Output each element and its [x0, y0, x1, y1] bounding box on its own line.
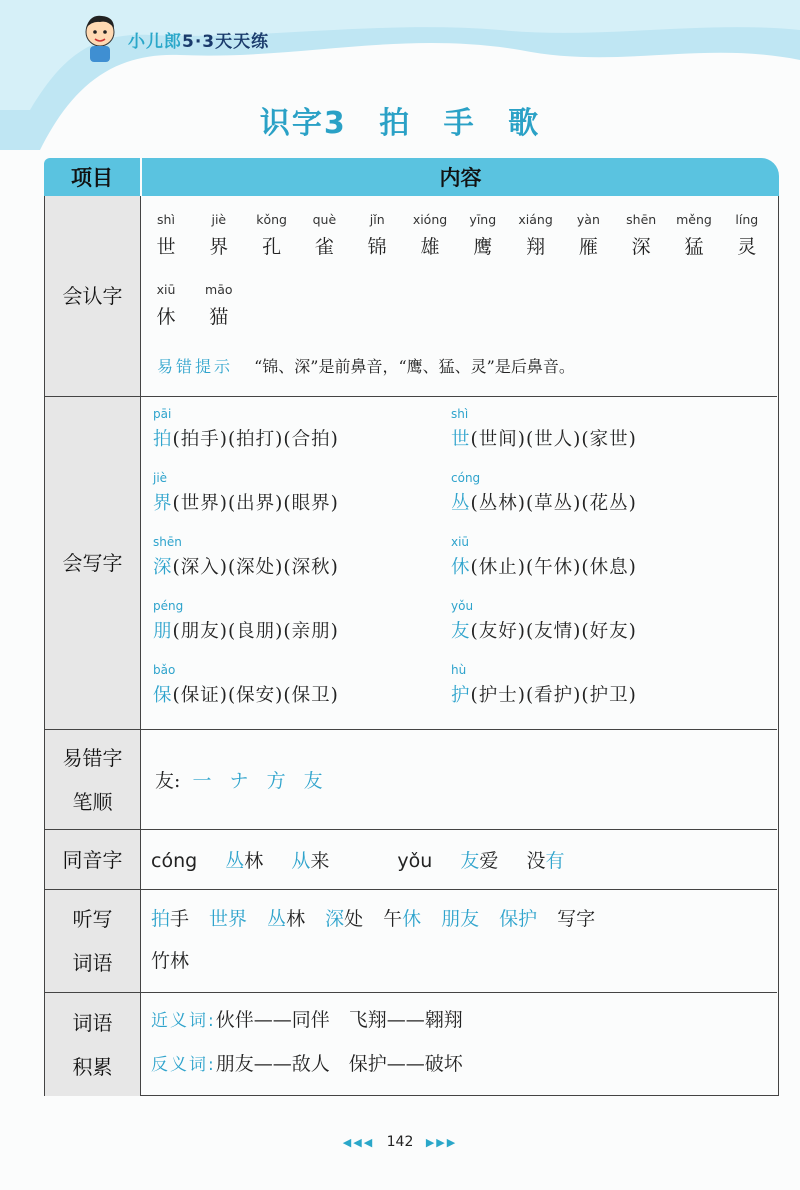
cartoon-boy-logo — [80, 12, 120, 64]
row-label — [45, 993, 141, 1096]
char-hanzi: 朋 — [153, 621, 173, 642]
char-words: (朋友)(良朋)(亲朋) — [172, 621, 339, 642]
char-hanzi: 翔 — [526, 236, 546, 258]
synonym-label: 近义词: — [151, 1011, 216, 1031]
label-line: 积累 — [72, 1054, 113, 1079]
pinyin-char-pair — [141, 212, 191, 259]
write-char-item — [451, 663, 637, 707]
word-blue: 丛 — [267, 908, 287, 930]
char-hanzi: 友 — [451, 621, 471, 642]
char-pinyin: shì — [157, 212, 175, 227]
write-char-item — [153, 663, 339, 707]
char-hanzi: 孔 — [262, 236, 282, 258]
row-label — [45, 730, 141, 829]
label-line: 听写 — [72, 907, 113, 931]
char-pinyin: yǒu — [451, 599, 474, 613]
dictation-word — [383, 908, 421, 930]
char-hanzi: 世 — [156, 236, 176, 258]
word-rest: 写字 — [557, 908, 596, 930]
char-pinyin: māo — [205, 282, 233, 297]
brand-suffix: 5·3天天练 — [182, 32, 270, 52]
label-line: 笔顺 — [72, 789, 113, 814]
word-rest: 没 — [526, 850, 546, 872]
page-title — [0, 98, 800, 142]
char-hanzi: 鹰 — [473, 236, 493, 258]
row-write — [45, 396, 777, 729]
char-pinyin: xiū — [451, 535, 470, 549]
error-tip — [157, 354, 575, 377]
homophone-pinyin: cóng — [151, 850, 198, 872]
right-arrows-icon: ▶▶▶ — [425, 1136, 458, 1149]
stroke-step: 一 — [192, 770, 212, 792]
char-words: (护士)(看护)(护卫) — [470, 685, 637, 706]
dictation-word — [557, 908, 595, 930]
dictation-word — [267, 908, 305, 930]
row-label: 会写字 — [45, 397, 141, 729]
write-char-item — [451, 471, 637, 515]
dictation-word — [151, 908, 189, 930]
table-body — [44, 196, 779, 1096]
dictation-words — [151, 904, 595, 931]
stroke-order — [155, 766, 323, 793]
word-rest: 处 — [344, 908, 364, 930]
synonym-text: 伙伴——同伴 飞翔——翱翔 — [215, 1009, 463, 1031]
char-pinyin: jiè — [211, 212, 227, 227]
char-hanzi: 界 — [153, 493, 173, 514]
brand-prefix: 小儿郎 — [128, 32, 182, 52]
synonym-line — [151, 1005, 463, 1032]
char-hanzi: 界 — [209, 236, 229, 258]
char-hanzi: 丛 — [451, 493, 471, 514]
word-blue: 深 — [325, 908, 345, 930]
write-char-item — [153, 471, 339, 515]
word-blue: 保护 — [499, 908, 538, 930]
row-vocab — [45, 992, 777, 1096]
write-char-item — [451, 599, 637, 643]
row-dictation — [45, 889, 777, 992]
pinyin-char-pair — [511, 212, 561, 259]
dictation-body — [143, 890, 777, 992]
row-stroke-order — [45, 729, 777, 829]
vocab-body — [143, 993, 777, 1096]
label-line: 易错字 — [62, 745, 123, 770]
antonym-label: 反义词: — [151, 1055, 216, 1075]
char-hanzi: 休 — [451, 557, 471, 578]
homophone-body — [143, 830, 777, 889]
char-pinyin: shēn — [626, 212, 657, 227]
word-rest: 午 — [383, 908, 403, 930]
pinyin-char-pair — [458, 212, 508, 259]
char-hanzi: 雄 — [420, 236, 440, 258]
char-pinyin: xiū — [156, 282, 176, 297]
word-blue: 朋友 — [441, 908, 480, 930]
write-body — [143, 397, 777, 729]
char-pinyin: xiáng — [518, 212, 553, 227]
char-pinyin: pāi — [153, 407, 172, 421]
pinyin-char-pair — [405, 212, 455, 259]
pinyin-char-pair — [669, 212, 719, 259]
pinyin-char-pair — [352, 212, 402, 259]
left-arrows-icon: ◀◀◀ — [342, 1136, 375, 1149]
write-char-item — [451, 535, 637, 579]
tip-text: “锦、深”是前鼻音，“鹰、猛、灵”是后鼻音。 — [254, 357, 575, 376]
word-rest: 来 — [310, 850, 330, 872]
write-char-item — [153, 407, 339, 451]
word-rest: 林 — [244, 850, 264, 872]
page-number: 142 — [386, 1134, 414, 1150]
char-pinyin: shēn — [153, 535, 182, 549]
char-pinyin: yàn — [576, 212, 600, 227]
char-words: (友好)(友情)(好友) — [470, 621, 637, 642]
word-rest: 林 — [286, 908, 306, 930]
word-blue: 有 — [545, 850, 565, 872]
stroke-colon: : — [174, 770, 181, 792]
char-hanzi: 灵 — [737, 236, 757, 258]
char-pinyin: yīng — [469, 212, 497, 227]
dictation-word — [441, 908, 479, 930]
char-pinyin: péng — [153, 599, 184, 613]
char-pinyin: měng — [676, 212, 712, 227]
row-homophone — [45, 829, 777, 889]
title-word: 拍 — [379, 106, 412, 141]
char-pinyin: jǐn — [369, 212, 385, 227]
content-table — [44, 158, 779, 1096]
dictation-line2: 竹林 — [151, 950, 190, 972]
char-hanzi: 保 — [153, 685, 173, 706]
char-hanzi: 雁 — [578, 236, 598, 258]
row-label — [45, 890, 141, 992]
char-hanzi: 深 — [631, 236, 651, 258]
word-rest: 爱 — [479, 850, 499, 872]
char-pinyin: jiè — [153, 471, 168, 485]
char-words: (世界)(出界)(眼界) — [172, 493, 339, 514]
table-header — [44, 158, 779, 196]
char-hanzi: 深 — [153, 557, 173, 578]
word-blue: 拍 — [151, 908, 171, 930]
char-words: (深入)(深处)(深秋) — [172, 557, 339, 578]
dictation-word — [499, 908, 537, 930]
stroke-body — [143, 730, 777, 829]
page-footer — [0, 1134, 800, 1150]
title-word: 手 — [443, 106, 476, 141]
char-hanzi: 雀 — [314, 236, 334, 258]
antonym-line — [151, 1049, 463, 1076]
pinyin-char-pair — [616, 212, 666, 259]
pinyin-char-pair — [141, 282, 191, 329]
char-hanzi: 护 — [451, 685, 471, 706]
char-words: (丛林)(草丛)(花丛) — [470, 493, 637, 514]
label-line: 词语 — [72, 1010, 113, 1035]
stroke-step: 友 — [303, 770, 323, 792]
char-words: (拍手)(拍打)(合拍) — [172, 429, 339, 450]
word-blue: 世界 — [209, 908, 248, 930]
label-line: 词语 — [72, 951, 113, 975]
header-content: 内容 — [142, 158, 779, 196]
char-hanzi: 世 — [451, 429, 471, 450]
pinyin-char-pair — [563, 212, 613, 259]
char-pinyin: hù — [451, 663, 467, 677]
char-pinyin: cóng — [451, 471, 481, 485]
char-pinyin: què — [312, 212, 337, 227]
char-hanzi: 猛 — [684, 236, 704, 258]
word-blue: 休 — [402, 908, 422, 930]
write-char-item — [153, 599, 339, 643]
write-char-item — [451, 407, 637, 451]
homophone-pinyin: yǒu — [397, 850, 433, 872]
stroke-step: 方 — [266, 770, 286, 792]
word-blue: 从 — [291, 850, 311, 872]
title-prefix: 识字3 — [259, 106, 347, 141]
pinyin-char-pair — [194, 212, 244, 259]
write-char-item — [153, 535, 339, 579]
char-hanzi: 拍 — [153, 429, 173, 450]
char-pinyin: líng — [735, 212, 759, 227]
homophone-line — [151, 846, 564, 873]
word-blue: 友 — [460, 850, 480, 872]
title-word: 歌 — [508, 106, 541, 141]
char-pinyin: shì — [451, 407, 469, 421]
char-hanzi: 锦 — [367, 236, 387, 258]
tip-label: 易错提示 — [157, 357, 234, 376]
char-pinyin: xióng — [412, 212, 448, 227]
stroke-char: 友 — [155, 770, 175, 792]
pinyin-char-pair — [247, 212, 297, 259]
pinyin-char-pair — [299, 212, 349, 259]
row-recognize — [45, 196, 777, 396]
row-label: 会认字 — [45, 196, 141, 396]
header-item: 项目 — [44, 158, 140, 196]
antonym-text: 朋友——敌人 保护——破坏 — [215, 1053, 463, 1075]
stroke-step: ナ — [229, 770, 249, 792]
char-hanzi: 猫 — [209, 306, 229, 328]
dictation-word — [209, 908, 247, 930]
word-rest: 手 — [170, 908, 190, 930]
char-pinyin: bǎo — [153, 663, 176, 677]
char-pinyin: kǒng — [256, 212, 287, 227]
pinyin-char-pair — [722, 212, 772, 259]
dictation-word — [325, 908, 363, 930]
recognize-body — [143, 196, 777, 396]
char-hanzi: 休 — [156, 306, 176, 328]
char-words: (休止)(午休)(休息) — [470, 557, 637, 578]
brand-name — [128, 27, 269, 52]
char-words: (世间)(世人)(家世) — [470, 429, 637, 450]
word-blue: 丛 — [225, 850, 245, 872]
row-label: 同音字 — [45, 830, 141, 889]
pinyin-char-pair — [194, 282, 244, 329]
char-words: (保证)(保安)(保卫) — [172, 685, 339, 706]
